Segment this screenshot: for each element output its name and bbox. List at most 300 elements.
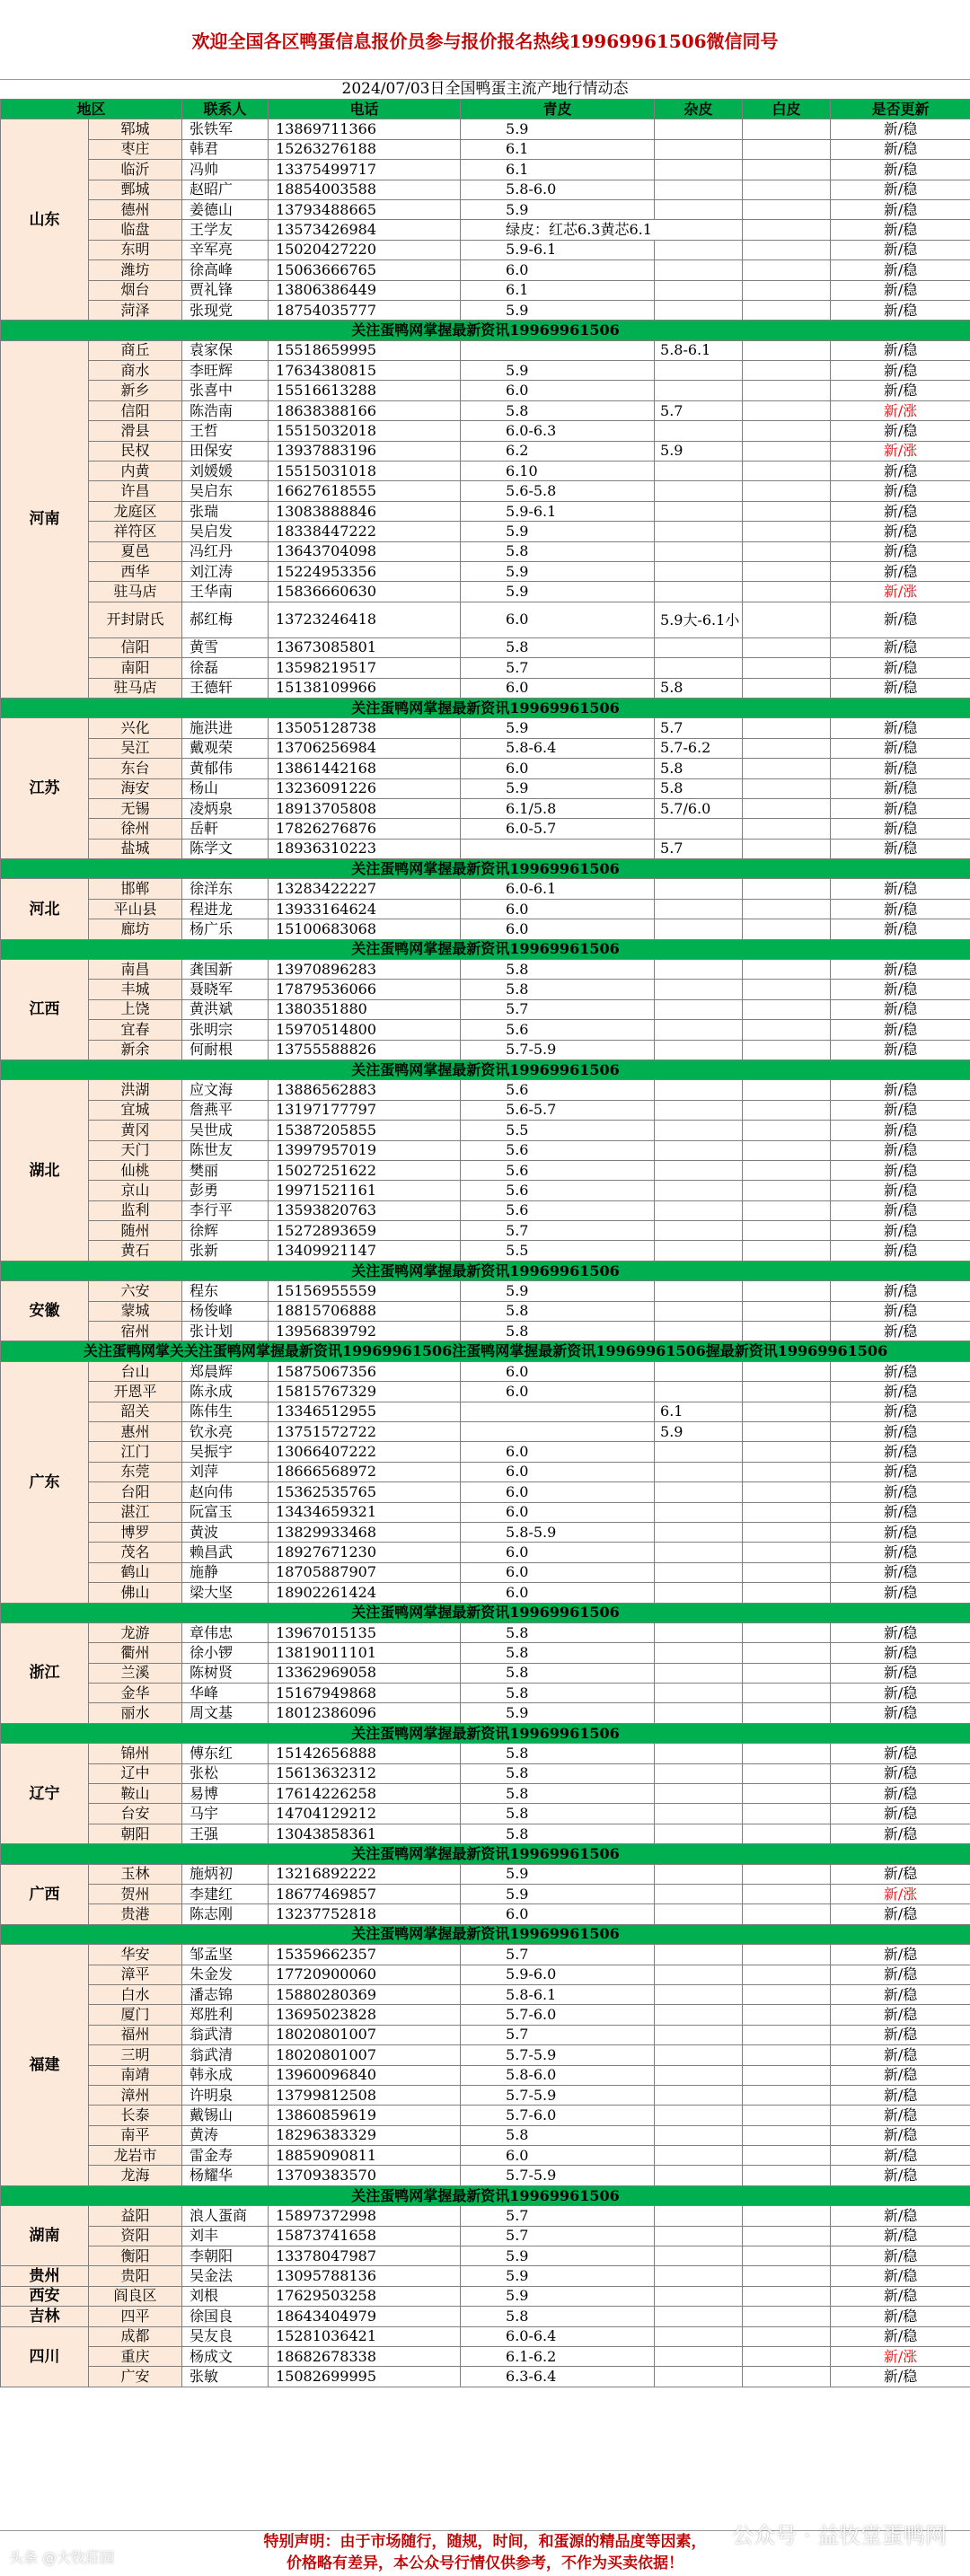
update-status-cell: 新/稳 — [831, 1200, 970, 1220]
mixed-shell-price-cell — [655, 381, 743, 400]
city-cell: 东明 — [89, 240, 182, 259]
mixed-shell-price-cell: 5.7 — [655, 839, 743, 858]
update-status-cell: 新/稳 — [831, 2045, 970, 2065]
table-row — [1, 1121, 970, 1140]
city-cell: 吴江 — [89, 738, 182, 758]
mixed-shell-price-cell: 5.8 — [655, 759, 743, 778]
header-mixed-shell: 杂皮 — [655, 100, 743, 119]
mixed-shell-price-cell — [655, 160, 743, 180]
table-row — [1, 1884, 970, 1903]
table-row — [1, 541, 970, 561]
phone-cell: 15082699995 — [269, 2367, 461, 2387]
green-shell-price-cell: 5.8 — [461, 637, 655, 657]
table-row — [1, 738, 970, 758]
green-shell-price-cell: 5.9 — [461, 1864, 655, 1884]
table-row — [1, 778, 970, 798]
city-cell: 丰城 — [89, 980, 182, 999]
mixed-shell-price-cell — [655, 2266, 743, 2286]
mixed-shell-price-cell — [655, 1020, 743, 1040]
phone-cell: 15613632312 — [269, 1763, 461, 1783]
table-row — [1, 139, 970, 159]
phone-cell: 15138109966 — [269, 678, 461, 698]
phone-cell: 13593820763 — [269, 1200, 461, 1220]
table-body — [1, 119, 970, 2387]
white-shell-price-cell — [743, 1382, 831, 1402]
phone-cell: 13799812508 — [269, 2085, 461, 2105]
table-row — [1, 1984, 970, 2004]
green-shell-price-cell: 6.0-6.3 — [461, 421, 655, 441]
white-shell-price-cell — [743, 2166, 831, 2185]
mixed-shell-price-cell: 5.7-6.2 — [655, 738, 743, 758]
table-row — [1, 421, 970, 441]
mixed-shell-price-cell — [655, 2326, 743, 2346]
green-shell-price-cell: 5.8 — [461, 1622, 655, 1642]
contact-cell: 黄涛 — [182, 2125, 269, 2145]
white-shell-price-cell — [743, 1281, 831, 1301]
table-row — [1, 1965, 970, 1984]
city-cell: 厦门 — [89, 2005, 182, 2025]
contact-cell: 张松 — [182, 1763, 269, 1783]
white-shell-price-cell — [743, 602, 831, 637]
white-shell-price-cell — [743, 899, 831, 919]
city-cell: 上饶 — [89, 999, 182, 1019]
city-cell: 鞍山 — [89, 1784, 182, 1804]
city-cell: 衢州 — [89, 1643, 182, 1663]
green-shell-price-cell: 6.0 — [461, 899, 655, 919]
green-shell-price-cell: 6.1 — [461, 280, 655, 300]
province-cell: 湖北 — [1, 1080, 89, 1262]
city-cell: 新乡 — [89, 381, 182, 400]
white-shell-price-cell — [743, 778, 831, 798]
city-cell: 许昌 — [89, 481, 182, 501]
ad-banner-text: 关注蛋鸭网掌握最新资讯19969961506 — [1, 1924, 970, 1944]
contact-cell: 程进龙 — [182, 899, 269, 919]
table-row — [1, 1100, 970, 1120]
update-status-cell: 新/稳 — [831, 1382, 970, 1402]
mixed-shell-price-cell — [655, 1121, 743, 1140]
phone-cell: 13819011101 — [269, 1643, 461, 1663]
mixed-shell-price-cell — [655, 501, 743, 521]
contact-cell: 张瑞 — [182, 501, 269, 521]
green-shell-price-cell: 5.9 — [461, 561, 655, 581]
contact-cell: 张敏 — [182, 2367, 269, 2387]
table-row — [1, 160, 970, 180]
city-cell: 新余 — [89, 1040, 182, 1059]
table-row — [1, 2346, 970, 2366]
green-shell-price-cell: 5.9 — [461, 1281, 655, 1301]
mixed-shell-price-cell — [655, 1684, 743, 1703]
green-shell-price-cell: 5.9 — [461, 2246, 655, 2266]
mixed-shell-price-cell — [655, 2286, 743, 2306]
mixed-shell-price-cell — [655, 2346, 743, 2366]
update-status-cell: 新/稳 — [831, 160, 970, 180]
mixed-shell-price-cell — [655, 1502, 743, 1522]
city-cell: 鹤山 — [89, 1562, 182, 1582]
update-status-cell: 新/稳 — [831, 1121, 970, 1140]
contact-cell: 刘萍 — [182, 1462, 269, 1481]
update-status-cell: 新/稳 — [831, 2286, 970, 2306]
green-shell-price-cell: 6.0 — [461, 759, 655, 778]
green-shell-price-cell: 5.7 — [461, 2025, 655, 2044]
update-status-cell: 新/稳 — [831, 1482, 970, 1502]
province-cell: 江苏 — [1, 718, 89, 859]
phone-cell: 15515032018 — [269, 421, 461, 441]
update-status-cell: 新/稳 — [831, 1322, 970, 1341]
mixed-shell-price-cell — [655, 2045, 743, 2065]
update-status-cell: 新/稳 — [831, 381, 970, 400]
white-shell-price-cell — [743, 2025, 831, 2044]
table-row — [1, 1462, 970, 1481]
update-status-cell: 新/稳 — [831, 658, 970, 678]
table-row — [1, 2025, 970, 2044]
table-row — [1, 1784, 970, 1804]
city-cell: 贵阳 — [89, 2266, 182, 2286]
update-status-cell: 新/稳 — [831, 2246, 970, 2266]
contact-cell: 陈世友 — [182, 1140, 269, 1160]
white-shell-price-cell — [743, 280, 831, 300]
green-shell-price-cell: 6.0 — [461, 1462, 655, 1481]
phone-cell: 18913705808 — [269, 798, 461, 818]
green-shell-price-cell: 5.6 — [461, 1200, 655, 1220]
table-row — [1, 1904, 970, 1924]
table-row — [1, 462, 970, 481]
green-shell-price-cell: 6.0 — [461, 1583, 655, 1603]
white-shell-price-cell — [743, 1984, 831, 2004]
update-status-cell: 新/稳 — [831, 2226, 970, 2246]
city-cell: 锦州 — [89, 1744, 182, 1763]
table-row — [1, 919, 970, 939]
white-shell-price-cell — [743, 1121, 831, 1140]
green-shell-price-cell: 5.8 — [461, 1763, 655, 1783]
ad-banner-row — [1, 1723, 970, 1743]
table-row — [1, 582, 970, 602]
city-cell: 信阳 — [89, 400, 182, 420]
update-status-cell: 新/稳 — [831, 759, 970, 778]
watermark-left: 头条 @大牧莊园 — [9, 2546, 114, 2567]
phone-cell: 15063666765 — [269, 260, 461, 280]
mixed-shell-price-cell — [655, 1663, 743, 1683]
table-row — [1, 1945, 970, 1965]
city-cell: 衡阳 — [89, 2246, 182, 2266]
update-status-cell: 新/稳 — [831, 2106, 970, 2125]
update-status-cell: 新/稳 — [831, 718, 970, 738]
table-row — [1, 1382, 970, 1402]
phone-cell: 15970514800 — [269, 1020, 461, 1040]
mixed-shell-price-cell — [655, 2005, 743, 2025]
green-shell-price-cell: 5.8 — [461, 1663, 655, 1683]
table-row — [1, 2125, 970, 2145]
green-shell-price-cell: 6.0 — [461, 1361, 655, 1381]
phone-cell: 13723246418 — [269, 602, 461, 637]
phone-cell: 17629503258 — [269, 2286, 461, 2306]
white-shell-price-cell — [743, 1562, 831, 1582]
white-shell-price-cell — [743, 1502, 831, 1522]
white-shell-price-cell — [743, 1422, 831, 1442]
mixed-shell-price-cell — [655, 1522, 743, 1542]
update-status-cell: 新/稳 — [831, 919, 970, 939]
table-row — [1, 340, 970, 360]
mixed-shell-price-cell — [655, 1562, 743, 1582]
update-status-cell: 新/稳 — [831, 522, 970, 541]
mixed-shell-price-cell: 5.8 — [655, 678, 743, 698]
contact-cell: 吴启东 — [182, 481, 269, 501]
header-region: 地区 — [1, 100, 182, 119]
contact-cell: 王学友 — [182, 220, 269, 240]
white-shell-price-cell — [743, 441, 831, 461]
city-cell: 金华 — [89, 1684, 182, 1703]
update-status-cell: 新/稳 — [831, 899, 970, 919]
city-cell: 枣庄 — [89, 139, 182, 159]
white-shell-price-cell — [743, 1965, 831, 1984]
white-shell-price-cell — [743, 879, 831, 899]
contact-cell: 华峰 — [182, 1684, 269, 1703]
city-cell: 重庆 — [89, 2346, 182, 2366]
contact-cell: 翁武清 — [182, 2045, 269, 2065]
city-cell: 南平 — [89, 2125, 182, 2145]
green-shell-price-cell: 5.8 — [461, 980, 655, 999]
table-row — [1, 1583, 970, 1603]
update-status-cell: 新/稳 — [831, 2266, 970, 2286]
contact-cell: 吴振宇 — [182, 1442, 269, 1462]
city-cell: 台安 — [89, 1804, 182, 1824]
contact-cell: 傅东红 — [182, 1744, 269, 1763]
ad-banner-row — [1, 1603, 970, 1622]
table-row — [1, 1864, 970, 1884]
green-shell-price-cell: 6.0 — [461, 1562, 655, 1582]
white-shell-price-cell — [743, 400, 831, 420]
city-cell: 成都 — [89, 2326, 182, 2346]
table-row — [1, 199, 970, 219]
green-shell-price-cell: 5.7 — [461, 1945, 655, 1965]
province-cell: 福建 — [1, 1945, 89, 2186]
green-shell-price-cell: 5.9 — [461, 361, 655, 381]
phone-cell: 18338447222 — [269, 522, 461, 541]
mixed-shell-price-cell — [655, 980, 743, 999]
mixed-shell-price-cell — [655, 1744, 743, 1763]
table-row — [1, 2065, 970, 2085]
update-status-cell: 新/稳 — [831, 462, 970, 481]
contact-cell: 徐小锣 — [182, 1643, 269, 1663]
mixed-shell-price-cell — [655, 637, 743, 657]
white-shell-price-cell — [743, 2045, 831, 2065]
white-shell-price-cell — [743, 1684, 831, 1703]
green-shell-price-cell: 5.9 — [461, 2266, 655, 2286]
update-status-cell: 新/稳 — [831, 561, 970, 581]
table-row — [1, 899, 970, 919]
contact-cell: 郑晨辉 — [182, 1361, 269, 1381]
green-shell-price-cell: 6.10 — [461, 462, 655, 481]
mixed-shell-price-cell — [655, 1160, 743, 1180]
contact-cell: 岳軒 — [182, 819, 269, 839]
update-status-cell: 新/稳 — [831, 2125, 970, 2145]
contact-cell: 许明泉 — [182, 2085, 269, 2105]
white-shell-price-cell — [743, 1904, 831, 1924]
table-row — [1, 1322, 970, 1341]
contact-cell: 陈浩南 — [182, 400, 269, 420]
update-status-cell: 新/稳 — [831, 1684, 970, 1703]
white-shell-price-cell — [743, 759, 831, 778]
table-row — [1, 481, 970, 501]
green-shell-price-cell: 5.9-6.1 — [461, 240, 655, 259]
contact-cell: 张喜中 — [182, 381, 269, 400]
contact-cell: 易博 — [182, 1784, 269, 1804]
contact-cell: 冯帅 — [182, 160, 269, 180]
phone-cell: 13083888846 — [269, 501, 461, 521]
mixed-shell-price-cell — [655, 2065, 743, 2085]
table-row — [1, 1502, 970, 1522]
white-shell-price-cell — [743, 1864, 831, 1884]
white-shell-price-cell — [743, 180, 831, 199]
table-row — [1, 999, 970, 1019]
phone-cell: 15897372998 — [269, 2206, 461, 2226]
update-status-cell: 新/稳 — [831, 180, 970, 199]
mixed-shell-price-cell: 5.7/6.0 — [655, 798, 743, 818]
mixed-shell-price-cell — [655, 1543, 743, 1562]
city-cell: 黄冈 — [89, 1121, 182, 1140]
contact-cell: 姜德山 — [182, 199, 269, 219]
update-status-cell: 新/稳 — [831, 778, 970, 798]
mixed-shell-price-cell — [655, 1221, 743, 1241]
city-cell: 内黄 — [89, 462, 182, 481]
mixed-shell-price-cell — [655, 1763, 743, 1783]
green-shell-price-cell: 5.7-5.9 — [461, 2166, 655, 2185]
table-row — [1, 1543, 970, 1562]
phone-cell: 15516613288 — [269, 381, 461, 400]
update-status-cell: 新/稳 — [831, 999, 970, 1019]
city-cell: 驻马店 — [89, 582, 182, 602]
table-row — [1, 2166, 970, 2185]
phone-cell: 15873741658 — [269, 2226, 461, 2246]
green-shell-price-cell: 6.0-6.4 — [461, 2326, 655, 2346]
mixed-shell-price-cell — [655, 240, 743, 259]
table-row — [1, 1744, 970, 1763]
province-cell: 贵州 — [1, 2266, 89, 2286]
contact-cell: 吴启发 — [182, 522, 269, 541]
city-cell: 祥符区 — [89, 522, 182, 541]
mixed-shell-price-cell — [655, 1322, 743, 1341]
mixed-shell-price-cell — [655, 1241, 743, 1261]
mixed-shell-price-cell: 5.8-6.1 — [655, 340, 743, 360]
city-cell: 台山 — [89, 1361, 182, 1381]
city-cell: 漳州 — [89, 2085, 182, 2105]
mixed-shell-price-cell — [655, 658, 743, 678]
phone-cell: 15515031018 — [269, 462, 461, 481]
update-status-cell: 新/稳 — [831, 1784, 970, 1804]
city-cell: 玉林 — [89, 1864, 182, 1884]
mixed-shell-price-cell — [655, 999, 743, 1019]
white-shell-price-cell — [743, 240, 831, 259]
contact-cell: 王强 — [182, 1824, 269, 1843]
table-row — [1, 2326, 970, 2346]
phone-cell: 15272893659 — [269, 1221, 461, 1241]
green-shell-price-cell: 6.2 — [461, 441, 655, 461]
contact-cell: 杨山 — [182, 778, 269, 798]
mixed-shell-price-cell — [655, 1945, 743, 1965]
update-status-cell: 新/稳 — [831, 220, 970, 240]
table-row — [1, 361, 970, 381]
update-status-cell: 新/稳 — [831, 1301, 970, 1321]
phone-cell: 18705887907 — [269, 1562, 461, 1582]
city-cell: 民权 — [89, 441, 182, 461]
ad-banner-row — [1, 1261, 970, 1280]
table-row — [1, 501, 970, 521]
white-shell-price-cell — [743, 1784, 831, 1804]
disclaimer-line-2: 价格略有差异，本公众号行情仅供参考，不作为买卖依据！ — [0, 2553, 970, 2574]
city-cell: 兴化 — [89, 718, 182, 738]
contact-cell: 龚国新 — [182, 960, 269, 980]
phone-cell: 15815767329 — [269, 1382, 461, 1402]
update-status-cell: 新/稳 — [831, 199, 970, 219]
phone-cell: 15518659995 — [269, 340, 461, 360]
green-shell-price-cell: 5.6 — [461, 1020, 655, 1040]
mixed-shell-price-cell — [655, 2206, 743, 2226]
table-row — [1, 1361, 970, 1381]
phone-cell: 15359662357 — [269, 1945, 461, 1965]
province-cell: 吉林 — [1, 2307, 89, 2326]
ad-banner-text: 关注蛋鸭网掌握最新资讯19969961506 — [1, 321, 970, 340]
phone-cell: 15100683068 — [269, 919, 461, 939]
contact-cell: 王哲 — [182, 421, 269, 441]
header-updated: 是否更新 — [831, 100, 970, 119]
white-shell-price-cell — [743, 2326, 831, 2346]
city-cell: 龙庭区 — [89, 501, 182, 521]
ad-banner-text: 关注蛋鸭网掌握最新资讯19969961506 — [1, 1603, 970, 1622]
contact-cell: 吴金法 — [182, 2266, 269, 2286]
contact-cell: 朱金发 — [182, 1965, 269, 1984]
watermark-right: 公众号 · 益牧堂蛋鸭网 — [732, 2518, 947, 2549]
city-cell: 东莞 — [89, 1462, 182, 1481]
white-shell-price-cell — [743, 1663, 831, 1683]
update-status-cell: 新/稳 — [831, 1402, 970, 1421]
table-row — [1, 2307, 970, 2326]
phone-cell: 18682678338 — [269, 2346, 461, 2366]
white-shell-price-cell — [743, 220, 831, 240]
mixed-shell-price-cell — [655, 1804, 743, 1824]
white-shell-price-cell — [743, 960, 831, 980]
mixed-shell-price-cell — [655, 1703, 743, 1723]
white-shell-price-cell — [743, 678, 831, 698]
ad-banner-row — [1, 939, 970, 959]
green-shell-price-cell: 6.0 — [461, 1382, 655, 1402]
contact-cell: 徐磊 — [182, 658, 269, 678]
green-shell-price-cell: 5.6 — [461, 1160, 655, 1180]
phone-cell: 13861442168 — [269, 759, 461, 778]
phone-cell: 13283422227 — [269, 879, 461, 899]
update-status-cell: 新/稳 — [831, 1945, 970, 1965]
green-shell-price-cell: 6.1 — [461, 160, 655, 180]
contact-cell: 袁家保 — [182, 340, 269, 360]
green-shell-price-cell: 5.6-5.7 — [461, 1100, 655, 1120]
ad-banner-row — [1, 1924, 970, 1944]
contact-cell: 李旺辉 — [182, 361, 269, 381]
city-cell: 商水 — [89, 361, 182, 381]
green-shell-price-cell: 5.8 — [461, 400, 655, 420]
white-shell-price-cell — [743, 160, 831, 180]
contact-cell: 凌炳泉 — [182, 798, 269, 818]
city-cell: 朝阳 — [89, 1824, 182, 1843]
contact-cell: 赵昭广 — [182, 180, 269, 199]
mixed-shell-price-cell — [655, 819, 743, 839]
table-row — [1, 1020, 970, 1040]
update-status-cell: 新/稳 — [831, 1181, 970, 1200]
white-shell-price-cell — [743, 522, 831, 541]
contact-cell: 陈学文 — [182, 839, 269, 858]
mixed-shell-price-cell — [655, 2367, 743, 2387]
green-shell-price-cell: 6.1/5.8 — [461, 798, 655, 818]
phone-cell: 15020427220 — [269, 240, 461, 259]
green-shell-price-cell: 5.8 — [461, 960, 655, 980]
table-row — [1, 2286, 970, 2306]
